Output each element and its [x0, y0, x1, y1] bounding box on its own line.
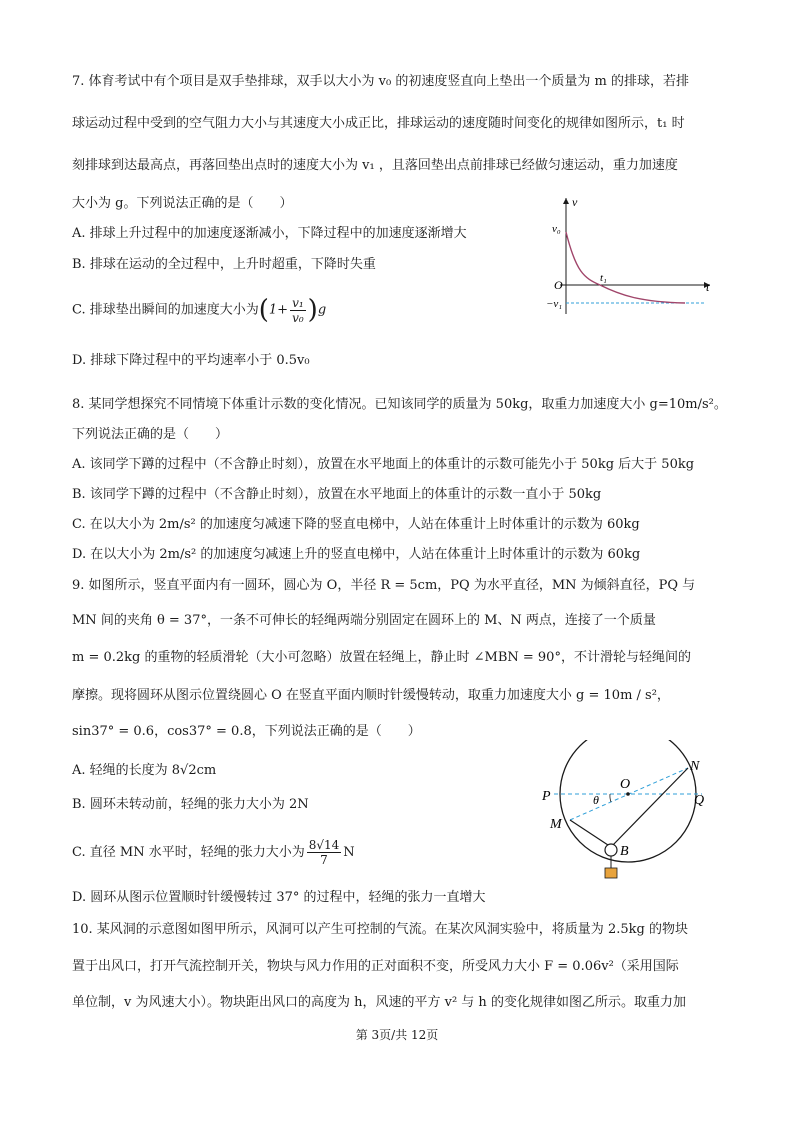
q7-option-c-g: g — [317, 302, 327, 318]
q9-option-c — [72, 834, 355, 872]
q7-option-d: D. 排球下降过程中的平均速率小于 0.5v₀ — [72, 353, 310, 368]
q9-option-c-text: C. 直径 MN 水平时，轻绳的张力大小为 — [72, 845, 305, 860]
label-o: O — [620, 777, 631, 792]
q9-line-4: 摩擦。现将圆环从图示位置绕圆心 O 在竖直平面内顺时针缓慢转动，取重力加速度大小 g = 10m / s²， — [72, 688, 670, 703]
label-b: B — [620, 844, 629, 859]
q9-line-3: m = 0.2kg 的重物的轻质滑轮（大小可忽略）放置在轻绳上，静止时 ∠MBN = 90°，不计滑轮与轻绳间的 — [72, 650, 691, 665]
angle-theta-arc — [610, 794, 611, 802]
rope-mb — [570, 820, 611, 847]
left-paren: ( — [258, 295, 269, 325]
q9-option-d: D. 圆环从图示位置顺时针缓慢转过 37° 的过程中，轻绳的张力一直增大 — [72, 890, 486, 905]
v0-label: v₀ — [552, 223, 561, 235]
q9-option-c-unit: N — [343, 845, 355, 860]
right-paren: ) — [307, 295, 318, 325]
q7-option-b: B. 排球在运动的全过程中，上升时超重，下降时失重 — [72, 257, 376, 272]
pulley — [605, 844, 617, 856]
q10-line-3: 单位制，v 为风速大小）。物块距出风口的高度为 h，风速的平方 v² 与 h 的变化规律如图乙所示。取重力加 — [72, 995, 686, 1010]
label-n: N — [690, 759, 700, 774]
page-footer: 第 3页/共 12页 — [355, 1028, 439, 1042]
q7-option-c-one: 1+ — [268, 302, 289, 318]
fraction-numerator: 8√14 — [308, 838, 340, 852]
fraction-denominator: 7 — [320, 853, 328, 867]
q7-line-2: 球运动过程中受到的空气阻力大小与其速度大小成正比，排球运动的速度随时间变化的规律如图所示，t₁ 时 — [72, 116, 685, 131]
q10-line-1: 10. 某风洞的示意图如图甲所示，风洞可以产生可控制的气流。在某次风洞实验中，将质量为 2.5kg 的物块 — [72, 922, 688, 937]
q9-ring-figure — [540, 740, 720, 890]
origin-label: O — [554, 278, 563, 292]
q7-option-c-fraction — [290, 296, 306, 325]
q7-line-4: 大小为 g。下列说法正确的是（ ） — [72, 196, 293, 211]
t1-label: t₁ — [600, 272, 607, 284]
q9-option-a: A. 轻绳的长度为 8√2cm — [72, 763, 217, 778]
q9-line-1: 9. 如图所示，竖直平面内有一圆环，圆心为 O，半径 R = 5cm，PQ 为水平直径，MN 为倾斜直径，PQ 与 — [72, 578, 696, 593]
q8-line-2: 下列说法正确的是（ ） — [72, 427, 229, 442]
negv1-label: −v₁ — [546, 298, 563, 310]
q8-option-c: C. 在以大小为 2m/s² 的加速度匀减速下降的竖直电梯中，人站在体重计上时体重计的示数为 60kg — [72, 517, 640, 532]
q7-option-a: A. 排球上升过程中的加速度逐渐减小，下降过程中的加速度逐渐增大 — [72, 226, 467, 241]
hanging-weight — [605, 868, 617, 878]
q8-line-1: 8. 某同学想探究不同情境下体重计示数的变化情况。已知该同学的质量为 50kg，取重力加速度大小 g=10m/s²。 — [72, 397, 727, 412]
q8-option-d: D. 在以大小为 2m/s² 的加速度匀减速上升的竖直电梯中，人站在体重计上时体重计的示数为 60kg — [72, 547, 641, 562]
q9-line-5: sin37° = 0.6，cos37° = 0.8，下列说法正确的是（ ） — [72, 724, 421, 739]
q7-option-c — [72, 290, 326, 330]
label-m: M — [550, 817, 562, 832]
label-q: Q — [694, 793, 705, 808]
q8-option-b: B. 该同学下蹲的过程中（不含静止时刻），放置在水平地面上的体重计的示数一直小于 50kg — [72, 487, 602, 502]
q7-line-1: 7. 体育考试中有个项目是双手垫排球，双手以大小为 v₀ 的初速度竖直向上垫出一个质量为 m 的排球，若排 — [72, 74, 689, 89]
fraction-denominator: v₀ — [292, 310, 304, 325]
label-theta: θ — [593, 793, 599, 807]
q7-option-c-text: C. 排球垫出瞬间的加速度大小为 — [72, 302, 259, 318]
t-axis-label: t — [706, 280, 710, 294]
q8-option-a: A. 该同学下蹲的过程中（不含静止时刻），放置在水平地面上的体重计的示数可能先小于 50kg 后大于 50kg — [72, 457, 695, 472]
label-p: P — [542, 789, 551, 804]
center-dot — [626, 792, 630, 796]
q7-vt-graph — [540, 192, 720, 322]
q10-line-2: 置于出风口，打开气流控制开关，物块与风力作用的正对面积不变，所受风力大小 F = 0.06v²（采用国际 — [72, 959, 679, 974]
v-axis-label: v — [572, 195, 578, 209]
q7-line-3: 刻排球到达最高点，再落回垫出点时的速度大小为 v₁ ，且落回垫出点前排球已经做匀速运动，重力加速度 — [72, 158, 678, 173]
fraction-numerator: v₁ — [292, 295, 304, 310]
q9-option-c-fraction — [307, 838, 342, 867]
q9-line-2: MN 间的夹角 θ = 37°，一条不可伸长的轻绳两端分别固定在圆环上的 M、N 两点，连接了一个质量 — [72, 613, 656, 628]
velocity-curve — [566, 232, 685, 303]
q9-option-b: B. 圆环未转动前，轻绳的张力大小为 2N — [72, 797, 309, 812]
